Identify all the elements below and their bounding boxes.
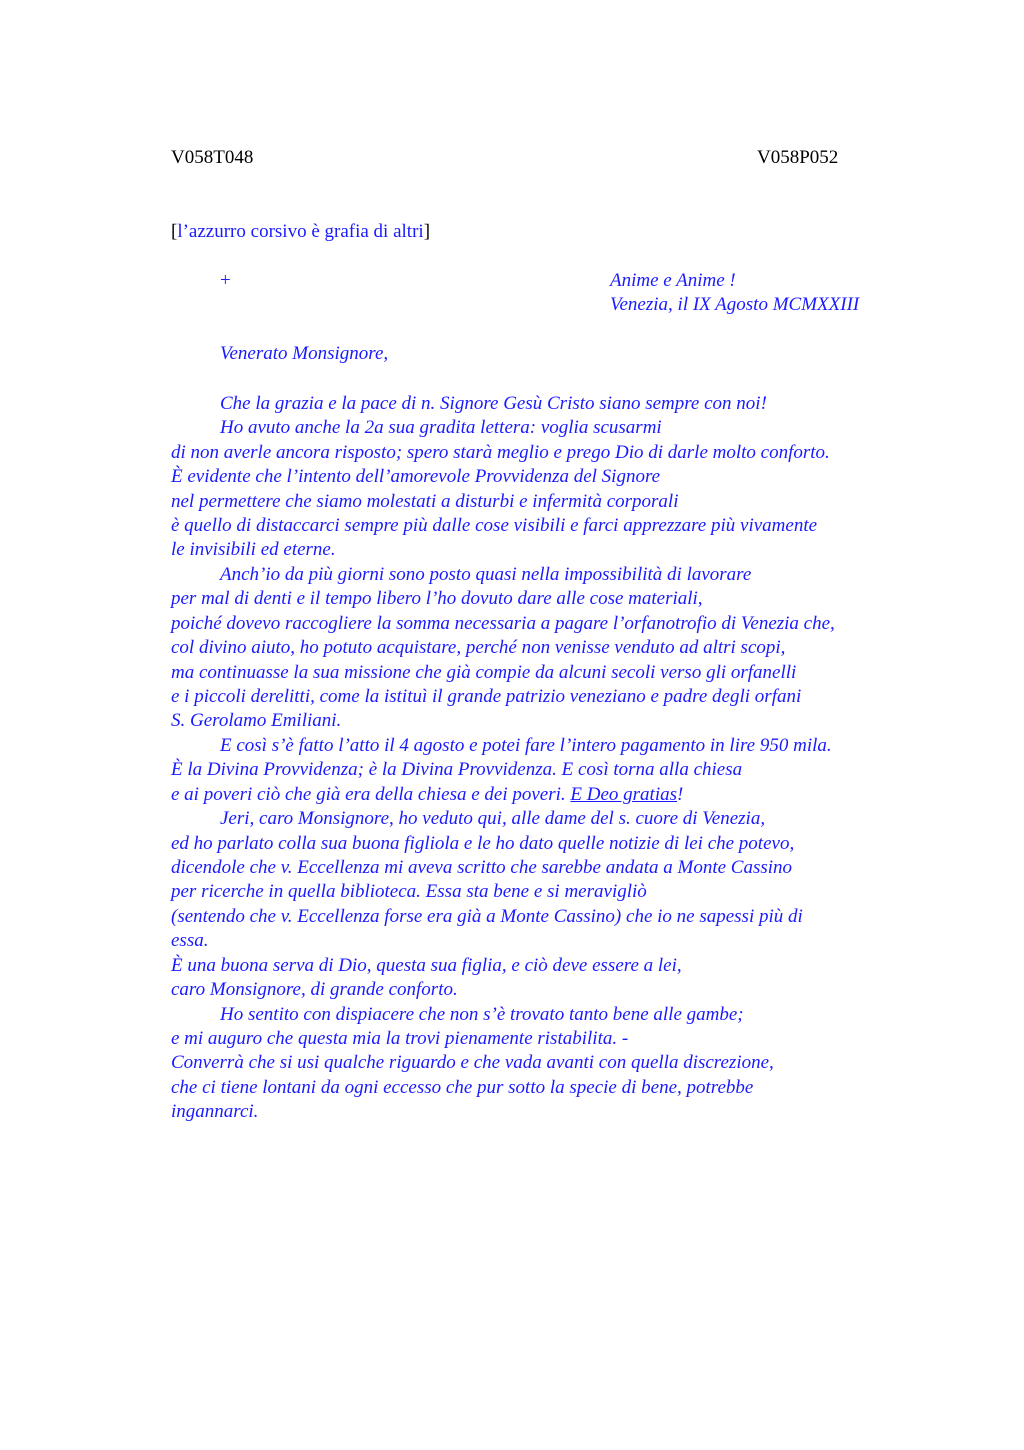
transcription-note: [171, 221, 430, 243]
letter-line: Anch’io da più giorni sono posto quasi nella impossibilità di lavorare: [220, 564, 752, 585]
deo-gratias-underlined: E Deo gratias: [570, 784, 678, 805]
letter-line: è quello di distaccarci sempre più dalle cose visibili e farci apprezzare più vivamente: [171, 515, 818, 536]
salutation: Venerato Monsignore,: [220, 343, 389, 364]
letter-line: Ho sentito con dispiacere che non s’è trovato tanto bene alle gambe;: [220, 1004, 744, 1025]
letter-line: dicendole che v. Eccellenza mi aveva scritto che sarebbe andata a Monte Cassino: [171, 857, 793, 878]
letter-line: le invisibili ed eterne.: [171, 539, 336, 560]
cross-symbol: +: [220, 270, 231, 291]
letter-line: Jeri, caro Monsignore, ho veduto qui, alle dame del s. cuore di Venezia,: [220, 808, 766, 829]
dateline-date: Venezia, il IX Agosto MCMXXIII: [610, 294, 860, 315]
letter-line: col divino aiuto, ho potuto acquistare, perché non venisse venduto ad altri scopi,: [171, 637, 786, 658]
letter-line-text: e ai poveri ciò che già era della chiesa e dei poveri.: [171, 784, 571, 805]
letter-line: e i piccoli derelitti, come la istituì il grande patrizio veneziano e padre degli orfani: [171, 686, 802, 707]
letter-line: ingannarci.: [171, 1101, 259, 1122]
letter-line: per ricerche in quella biblioteca. Essa sta bene e si meravigliò: [171, 881, 647, 902]
document-code-left: V058T048: [171, 147, 254, 168]
note-open-bracket: [: [171, 221, 178, 242]
letter-line: Converrà che si usi qualche riguardo e che vada avanti con quella discrezione,: [171, 1052, 774, 1073]
dateline-motto: Anime e Anime !: [610, 270, 736, 291]
letter-line: Ho avuto anche la 2a sua gradita lettera: voglia scusarmi: [220, 417, 662, 438]
letter-line: ed ho parlato colla sua buona figliola e le ho dato quelle notizie di lei che potevo,: [171, 833, 795, 854]
letter-line: caro Monsignore, di grande conforto.: [171, 979, 458, 1000]
letter-line-deo-gratias: [171, 783, 683, 807]
letter-line: che ci tiene lontani da ogni eccesso che pur sotto la specie di bene, potrebbe: [171, 1077, 754, 1098]
letter-line: poiché dovevo raccogliere la somma necessaria a pagare l’orfanotrofio di Venezia che,: [171, 613, 835, 634]
letter-line: essa.: [171, 930, 209, 951]
letter-line: di non averle ancora risposto; spero starà meglio e prego Dio di darle molto conforto.: [171, 442, 830, 463]
letter-line: (sentendo che v. Eccellenza forse era già a Monte Cassino) che io ne sapessi più di: [171, 906, 803, 927]
letter-line: e mi auguro che questa mia la trovi pienamente ristabilita. -: [171, 1028, 629, 1049]
document-code-right: V058P052: [757, 147, 839, 168]
note-text: l’azzurro corsivo è grafia di altri: [177, 221, 424, 242]
letter-line: E così s’è fatto l’atto il 4 agosto e potei fare l’intero pagamento in lire 950 mila.: [220, 735, 832, 756]
note-close-bracket: ]: [423, 221, 431, 242]
letter-line: ma continuasse la sua missione che già compie da alcuni secoli verso gli orfanelli: [171, 662, 797, 683]
exclamation: !: [677, 784, 684, 805]
letter-line: È la Divina Provvidenza; è la Divina Provvidenza. E così torna alla chiesa: [171, 759, 743, 780]
letter-line: per mal di denti e il tempo libero l’ho dovuto dare alle cose materiali,: [171, 588, 703, 609]
letter-line: Che la grazia e la pace di n. Signore Gesù Cristo siano sempre con noi!: [220, 393, 767, 414]
letter-line: S. Gerolamo Emiliani.: [171, 710, 342, 731]
letter-line: È evidente che l’intento dell’amorevole Provvidenza del Signore: [171, 466, 661, 487]
letter-line: nel permettere che siamo molestati a disturbi e infermità corporali: [171, 491, 679, 512]
letter-line: È una buona serva di Dio, questa sua figlia, e ciò deve essere a lei,: [171, 955, 682, 976]
